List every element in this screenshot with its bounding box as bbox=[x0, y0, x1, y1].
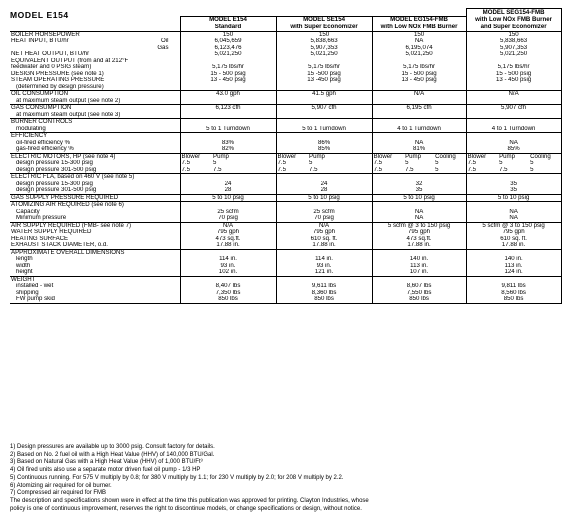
motor-cell: 7.5 bbox=[180, 160, 212, 167]
spec-value bbox=[372, 276, 466, 283]
motor-cell: 7.5 bbox=[213, 166, 222, 173]
spec-label: BOILER HORSEPOWER bbox=[10, 31, 180, 38]
spec-value: 17.88 in. bbox=[466, 242, 561, 249]
spec-label: BURNER CONTROLS bbox=[10, 119, 180, 126]
spec-value bbox=[466, 133, 561, 140]
spec-value: 15 - 500 psig bbox=[180, 71, 276, 78]
spec-value bbox=[466, 112, 561, 119]
spec-label: ELECTRIC MOTORS, HP (see note 4) bbox=[10, 153, 180, 160]
spec-value bbox=[180, 119, 276, 126]
spec-value: 5 to 10 psig bbox=[276, 194, 372, 202]
spec-value bbox=[276, 133, 372, 140]
spec-value: 13 - 450 psig bbox=[180, 77, 276, 84]
footnote-line: The description and specifications shown were in effect at the time this publication was approved for printing. Clayton Industries, whose bbox=[10, 497, 369, 504]
motor-cell: 5 bbox=[405, 160, 409, 166]
spec-label: APPROXIMATE OVERALL DIMENSIONS bbox=[10, 249, 180, 256]
spec-row bbox=[10, 84, 561, 91]
spec-value: 473 sq.ft. bbox=[180, 236, 276, 243]
spec-label-text: HEAT INPUT, BTU/hr bbox=[11, 38, 69, 44]
spec-value: 35 bbox=[372, 187, 466, 194]
spec-value: 5,907 cfh bbox=[276, 105, 372, 112]
spec-value bbox=[372, 119, 466, 126]
motor-cell: Blower bbox=[180, 153, 212, 160]
spec-row bbox=[10, 112, 561, 119]
spec-label: FW pump skid bbox=[10, 296, 180, 303]
spec-value: 795 gph bbox=[180, 229, 276, 236]
header-row-1 bbox=[10, 16, 561, 24]
spec-value: 610 sq. ft. bbox=[276, 236, 372, 243]
spec-value: 5,838,663 bbox=[276, 38, 372, 45]
spec-value: 140 in. bbox=[372, 256, 466, 263]
spec-value bbox=[372, 249, 466, 256]
motor-cell: 5 bbox=[309, 160, 313, 166]
spec-value bbox=[466, 174, 561, 181]
spec-value: NA bbox=[372, 140, 466, 147]
motor-cell: 5 bbox=[435, 160, 439, 166]
spec-row bbox=[10, 249, 561, 256]
spec-value: 5,021,250 bbox=[276, 51, 372, 58]
spec-value: 5 to 10 psig bbox=[372, 194, 466, 202]
spec-value: NA bbox=[466, 140, 561, 147]
spec-value: 5,907 cfh bbox=[466, 105, 561, 112]
spec-value: N/A bbox=[276, 222, 372, 229]
spec-value bbox=[276, 84, 372, 91]
header-model-3-line1: MODEL EG154-FMB bbox=[372, 16, 466, 24]
spec-value: 8,607 lbs bbox=[372, 283, 466, 290]
spec-value: 8,560 lbs bbox=[466, 290, 561, 297]
spec-value: 15 - 500 psig bbox=[372, 71, 466, 78]
motor-cell: 7.5 bbox=[180, 167, 212, 174]
spec-row bbox=[10, 215, 561, 222]
spec-value: 795 gph bbox=[276, 229, 372, 236]
spec-row bbox=[10, 146, 561, 153]
spec-label: EQUIVALENT OUTPUT (from and at 212°F bbox=[11, 57, 129, 64]
spec-label: Capacity bbox=[16, 208, 40, 215]
spec-value: 610 sq. ft. bbox=[466, 236, 561, 243]
spec-value: NA bbox=[372, 209, 466, 216]
spec-value bbox=[466, 119, 561, 126]
spec-value: 5,175 lbs/hr bbox=[180, 64, 276, 71]
spec-row bbox=[10, 119, 561, 126]
spec-value: 150 bbox=[180, 31, 276, 38]
spec-value: 107 in. bbox=[372, 269, 466, 276]
spec-value bbox=[180, 112, 276, 119]
spec-value: 82% bbox=[180, 146, 276, 153]
spec-value bbox=[276, 174, 372, 181]
spec-value: 114 in. bbox=[180, 256, 276, 263]
spec-value: 473 sq.ft. bbox=[372, 236, 466, 243]
spec-label: (determined by design pressure) bbox=[16, 83, 104, 90]
motor-cell: 7.5 bbox=[276, 167, 308, 174]
spec-row bbox=[10, 187, 561, 194]
header-model-3-line2: with Low NOx FMB Burner bbox=[372, 24, 466, 32]
spec-row bbox=[10, 105, 561, 112]
spec-label: modulating bbox=[16, 125, 46, 132]
header-model-1-line1: MODEL E154 bbox=[180, 16, 276, 24]
spec-value bbox=[180, 174, 276, 181]
footnote-line: 5) Continuous running. For 575 V multiply by 0.8; for 380 V multiply by 1.1; for 230 V multiply by 2.0; for 208 V multiply by 2.2. bbox=[10, 474, 344, 481]
spec-value: 17.88 in. bbox=[372, 242, 466, 249]
spec-value: 113 in. bbox=[372, 263, 466, 270]
header-model-2-line1: MODEL SE154 bbox=[276, 16, 372, 24]
spec-value bbox=[372, 84, 466, 91]
spec-value: 15 - 500 psig bbox=[466, 71, 561, 78]
spec-value bbox=[180, 133, 276, 140]
spec-row bbox=[10, 202, 561, 209]
spec-label: design pressure 301-500 psig bbox=[16, 166, 97, 173]
spec-label: shipping bbox=[16, 289, 39, 296]
spec-value: 17.88 in. bbox=[276, 242, 372, 249]
spec-value: 86% bbox=[276, 140, 372, 147]
document-title: MODEL E154 bbox=[10, 10, 69, 20]
motor-cell: 7.5 bbox=[372, 167, 404, 174]
spec-label: AIR SUPPLY REQUIRED (FMB- see note 7) bbox=[10, 222, 180, 229]
spec-value: 70 psig bbox=[180, 215, 276, 222]
footnote-line: 3) Based on Natural Gas with a High Heat Value (HHV) of 1,000 BTU/Ft³ bbox=[10, 459, 203, 466]
header-blank bbox=[10, 24, 180, 32]
spec-row bbox=[10, 174, 561, 181]
spec-value: 5,175 lbs/hr bbox=[466, 64, 561, 71]
spec-value bbox=[466, 202, 561, 209]
spec-value bbox=[466, 84, 561, 91]
spec-value bbox=[180, 202, 276, 209]
spec-value: 795 gph bbox=[372, 229, 466, 236]
footnotes bbox=[10, 444, 561, 513]
spec-value: 6,123 cfh bbox=[180, 105, 276, 112]
spec-label: EFFICIENCY bbox=[10, 133, 180, 140]
motor-cell: 7.5 bbox=[466, 160, 498, 167]
spec-label: WATER SUPPLY REQUIRED bbox=[11, 229, 92, 235]
motor-cell: Blower bbox=[466, 153, 498, 160]
spec-value: 850 lbs bbox=[180, 296, 276, 303]
spec-value bbox=[276, 249, 372, 256]
spec-value: 9,611 lbs bbox=[276, 283, 372, 290]
spec-row bbox=[10, 269, 561, 276]
spec-value: 850 lbs bbox=[466, 296, 561, 303]
header-blank bbox=[10, 9, 180, 17]
spec-row bbox=[10, 31, 561, 38]
spec-value: 85% bbox=[276, 146, 372, 153]
spec-value bbox=[372, 133, 466, 140]
motor-cell: Pump bbox=[404, 153, 434, 160]
spec-label: ATOMIZING AIR REQUIRED (see note 6) bbox=[10, 202, 180, 209]
header-model-4-line0: MODEL SEG154-FMB bbox=[466, 9, 561, 17]
header-model-2-line2: with Super Economizer bbox=[276, 24, 372, 32]
spec-value: 93 in. bbox=[276, 263, 372, 270]
motor-cell: Cooling bbox=[529, 153, 561, 160]
spec-value: 6,195,074 bbox=[372, 45, 466, 52]
spec-value bbox=[466, 249, 561, 256]
spec-value: 5,021,250 bbox=[372, 51, 466, 58]
spec-row bbox=[10, 296, 561, 303]
header-row-0 bbox=[10, 9, 561, 17]
spec-label: at maximum steam output (see note 2) bbox=[16, 97, 121, 104]
spec-value bbox=[180, 249, 276, 256]
spec-value: 850 lbs bbox=[276, 296, 372, 303]
motor-cell: Pump bbox=[498, 153, 529, 160]
footnote-line: 4) Oil fired units also use a separate motor driven fuel oil pump - 1/3 HP bbox=[10, 467, 201, 474]
spec-label: at maximum steam output (see note 3) bbox=[16, 111, 121, 118]
spec-label: STEAM OPERATING PRESSURE bbox=[11, 77, 105, 83]
spec-row bbox=[10, 126, 561, 133]
spec-label: length bbox=[16, 256, 33, 262]
spec-row bbox=[10, 242, 561, 249]
spec-value: NA bbox=[372, 215, 466, 222]
spec-value bbox=[276, 276, 372, 283]
spec-value: 25 scfm bbox=[276, 209, 372, 216]
spec-value: NA bbox=[466, 215, 561, 222]
motor-cell: 5 bbox=[435, 166, 439, 173]
spec-value: 5,907,353 bbox=[276, 45, 372, 52]
header-blank-cell bbox=[180, 9, 276, 17]
spec-value: 41.5 gph bbox=[276, 91, 372, 98]
spec-value: 9,811 lbs bbox=[466, 283, 561, 290]
motor-cell: 7.5 bbox=[405, 166, 414, 173]
spec-value: 15 -500 psig bbox=[276, 71, 372, 78]
header-model-1-line2: Standard bbox=[180, 24, 276, 32]
spec-value bbox=[276, 98, 372, 105]
spec-label: feedwater and 0 PSIG steam) bbox=[11, 64, 92, 70]
spec-value: 28 bbox=[276, 187, 372, 194]
spec-label: DESIGN PRESSURE (see note 1) bbox=[11, 70, 104, 77]
spec-value: 5 scfm @ 3 to 150 psig bbox=[466, 222, 561, 229]
spec-value: 102 in. bbox=[180, 269, 276, 276]
spec-label: oil-fired efficiency % bbox=[16, 139, 71, 146]
spec-value: 43.0 gph bbox=[180, 91, 276, 98]
spec-label: EXHAUST STACK DIAMETER, o.d. bbox=[11, 242, 108, 248]
spec-value: N/A bbox=[466, 91, 561, 98]
spec-value: 5,021,250 bbox=[180, 51, 276, 58]
spec-row bbox=[10, 167, 561, 174]
spec-value: 70 psig bbox=[276, 215, 372, 222]
spec-value bbox=[466, 276, 561, 283]
spec-value: 8,360 lbs bbox=[276, 290, 372, 297]
spec-value: NA bbox=[466, 209, 561, 216]
footnote-line: policy is one of continuous improvement, reserves the right to discontinue models, or change specifications or design, without notice. bbox=[10, 505, 362, 512]
header-model-4-line1: with Low NOx FMB Burner bbox=[466, 16, 561, 24]
spec-value: 150 bbox=[372, 31, 466, 38]
spec-value bbox=[372, 202, 466, 209]
spec-value bbox=[180, 276, 276, 283]
spec-value: 32 bbox=[372, 181, 466, 188]
spec-value: 7,350 lbs bbox=[180, 290, 276, 297]
spec-value: 5,838,663 bbox=[466, 38, 561, 45]
motor-cell: Pump bbox=[308, 153, 372, 160]
spec-value: 24 bbox=[180, 181, 276, 188]
spec-label: design pressure 15-300 psig bbox=[16, 180, 93, 187]
specification-table bbox=[10, 8, 562, 304]
motor-cell: 7.5 bbox=[372, 160, 404, 167]
spec-value: 25 scfm bbox=[180, 209, 276, 216]
spec-value bbox=[372, 112, 466, 119]
spec-value: 35 bbox=[466, 181, 561, 188]
spec-value bbox=[180, 84, 276, 91]
spec-value: 5 to 10 psig bbox=[180, 194, 276, 202]
footnote-line: 7) Compressed air required for FMB bbox=[10, 490, 107, 497]
spec-value: 8,407 lbs bbox=[180, 283, 276, 290]
spec-value: 5 to 1 Turndown bbox=[180, 126, 276, 133]
header-model-4-line2: and Super Economizer bbox=[466, 24, 561, 32]
spec-value: 83% bbox=[180, 140, 276, 147]
spec-row bbox=[10, 153, 561, 160]
motor-cell: Pump bbox=[212, 153, 276, 160]
spec-value bbox=[372, 98, 466, 105]
spec-value: 4 to 1 Turndown bbox=[372, 126, 466, 133]
spec-value: 5 to 1 Turndown bbox=[276, 126, 372, 133]
footnote-line: 1) Design pressures are available up to 3000 psig. Consult factory for details. bbox=[10, 444, 215, 450]
spec-value: 6,045,659 bbox=[180, 38, 276, 45]
spec-value bbox=[180, 98, 276, 105]
spec-value: 5,175 lbs/hr bbox=[276, 64, 372, 71]
motor-cell: 5 bbox=[499, 160, 503, 166]
spec-label: ELECTRIC FLA, based on 460 V (see note 5) bbox=[10, 174, 180, 181]
motor-cell: 5 bbox=[529, 167, 561, 174]
spec-value: 850 lbs bbox=[372, 296, 466, 303]
spec-label-fuel: Gas bbox=[157, 44, 169, 51]
motor-cell: Cooling bbox=[434, 153, 466, 160]
motor-cell: 7.5 bbox=[309, 166, 318, 173]
spec-value: 121 in. bbox=[276, 269, 372, 276]
spec-value: 150 bbox=[466, 31, 561, 38]
spec-value: N/A bbox=[180, 222, 276, 229]
spec-value: 7,550 lbs bbox=[372, 290, 466, 297]
motor-cell: 7.5 bbox=[499, 166, 508, 173]
spec-value bbox=[276, 119, 372, 126]
spec-value: 114 in. bbox=[276, 256, 372, 263]
spec-value: 140 in. bbox=[466, 256, 561, 263]
spec-row bbox=[10, 133, 561, 140]
spec-row bbox=[10, 222, 561, 229]
footnote-line: 6) Atomizing air required for oil burner. bbox=[10, 482, 112, 489]
spec-row bbox=[10, 98, 561, 105]
spec-label: height bbox=[16, 269, 33, 275]
spec-value: 85% bbox=[466, 146, 561, 153]
header-blank-cell bbox=[276, 9, 372, 17]
spec-label: NET HEAT OUTPUT, BTU/hr bbox=[11, 51, 90, 57]
motor-cell: 7.5 bbox=[466, 167, 498, 174]
motor-cell: 7.5 bbox=[276, 160, 308, 167]
spec-row bbox=[10, 91, 561, 98]
spec-value: 35 bbox=[466, 187, 561, 194]
motor-cell: 5 bbox=[213, 160, 217, 166]
motor-cell: 5 bbox=[529, 160, 561, 167]
spec-value bbox=[276, 112, 372, 119]
spec-row bbox=[10, 276, 561, 283]
spec-row bbox=[10, 194, 561, 202]
header-blank bbox=[10, 16, 180, 24]
spec-label: Minimum pressure bbox=[16, 215, 67, 221]
motor-cell: Blower bbox=[372, 153, 404, 160]
spec-value: 24 bbox=[276, 181, 372, 188]
spec-value: N/A bbox=[372, 91, 466, 98]
spec-value bbox=[466, 98, 561, 105]
spec-label: GAS SUPPLY PRESSURE REQUIRED bbox=[10, 194, 180, 202]
spec-label: installed - wet bbox=[16, 283, 54, 289]
spec-label: width bbox=[16, 262, 31, 269]
footnote-line: 2) Based on No. 2 fuel oil with a High Heat Value (HHV) of 140,000 BTU/Gal. bbox=[10, 451, 215, 458]
spec-label: GAS CONSUMPTION bbox=[10, 105, 180, 112]
spec-value: 4 to 1 Turndown bbox=[466, 126, 561, 133]
specification-table-body bbox=[10, 9, 561, 304]
spec-label: gas-fired efficiency % bbox=[16, 146, 74, 152]
spec-value bbox=[276, 202, 372, 209]
spec-value: NA bbox=[372, 38, 466, 45]
header-row-2 bbox=[10, 24, 561, 32]
spec-value: 150 bbox=[276, 31, 372, 38]
spec-label: OIL CONSUMPTION bbox=[10, 91, 180, 98]
spec-label: WEIGHT bbox=[10, 276, 180, 283]
spec-value: 795 gph bbox=[466, 229, 561, 236]
spec-value: 93 in. bbox=[180, 263, 276, 270]
spec-value: 6,195 cfh bbox=[372, 105, 466, 112]
spec-value: 5 scfm @ 3 to 150 psig bbox=[372, 222, 466, 229]
spec-value: 6,123,476 bbox=[180, 45, 276, 52]
spec-value: 13 -450 psig bbox=[276, 77, 372, 84]
spec-value: 13 - 450 psig bbox=[372, 77, 466, 84]
spec-label: design pressure 301-500 psig bbox=[16, 187, 97, 193]
spec-value: 28 bbox=[180, 187, 276, 194]
spec-value: 5 to 10 psig bbox=[466, 194, 561, 202]
spec-label-fuel: Oil bbox=[161, 38, 169, 44]
spec-value: 124 in. bbox=[466, 269, 561, 276]
motor-cell: Blower bbox=[276, 153, 308, 160]
spec-label: design pressure 15-300 psig bbox=[16, 160, 93, 166]
spec-value: 113 in. bbox=[466, 263, 561, 270]
spec-value: 5,175 lbs/hr bbox=[372, 64, 466, 71]
spec-value: 17.88 in. bbox=[180, 242, 276, 249]
spec-label: HEATING SURFACE bbox=[11, 235, 69, 242]
header-blank-cell bbox=[372, 9, 466, 17]
spec-value bbox=[372, 174, 466, 181]
spec-value: 81% bbox=[372, 146, 466, 153]
spec-value: 5,907,353 bbox=[466, 45, 561, 52]
spec-value: 13 - 450 psig bbox=[466, 77, 561, 84]
spec-value: 5,021,250 bbox=[466, 51, 561, 58]
